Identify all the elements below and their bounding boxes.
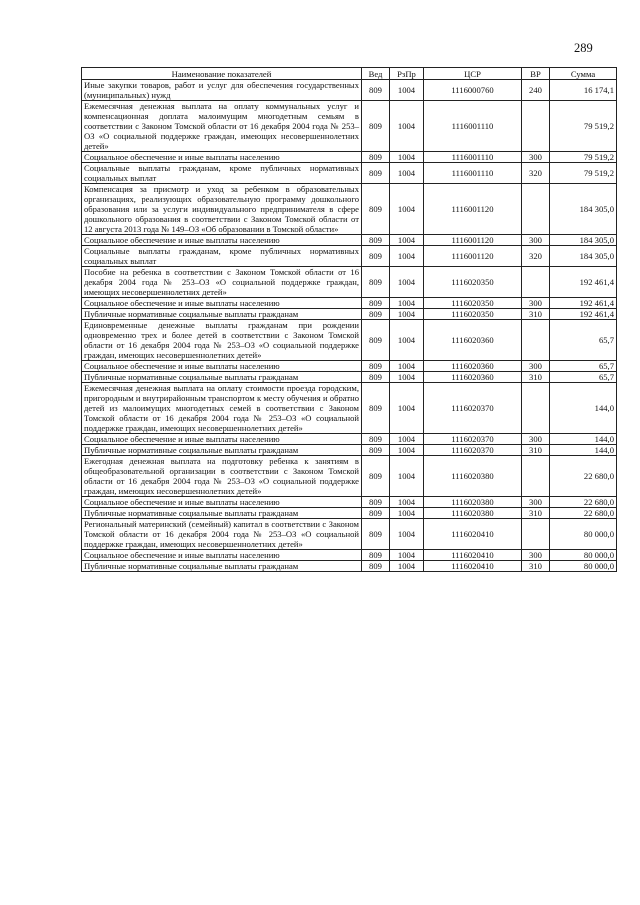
table-row xyxy=(82,372,617,383)
cell-name: Публичные нормативные социальные выплаты гражданам xyxy=(82,508,362,519)
cell-rzpr: 1004 xyxy=(390,519,424,550)
page-number: 289 xyxy=(574,41,593,55)
table-row xyxy=(82,508,617,519)
cell-vr xyxy=(522,101,550,152)
cell-rzpr: 1004 xyxy=(390,80,424,101)
table-header-row xyxy=(82,68,617,80)
cell-name: Пособие на ребенка в соответствии с Законом Томской области от 16 декабря 2004 года № 253–ОЗ «О социальной поддержке граждан, имеющих несовершеннолетних детей» xyxy=(82,267,362,298)
table-row xyxy=(82,383,617,434)
table-row xyxy=(82,361,617,372)
table-row xyxy=(82,80,617,101)
cell-rzpr: 1004 xyxy=(390,372,424,383)
cell-sum: 192 461,4 xyxy=(550,267,617,298)
cell-ved: 809 xyxy=(362,298,390,309)
cell-vr xyxy=(522,519,550,550)
cell-vr: 310 xyxy=(522,372,550,383)
table-row xyxy=(82,519,617,550)
cell-csr: 1116020350 xyxy=(424,309,522,320)
cell-ved: 809 xyxy=(362,361,390,372)
cell-name: Единовременные денежные выплаты гражданам при рождении одновременно трех и более детей в соответствии с Законом Томской области от 16 декабря 2004 года № 253–ОЗ «О социальной поддержке граждан, имеющих несовершеннолетних детей» xyxy=(82,320,362,361)
table-row xyxy=(82,298,617,309)
cell-ved: 809 xyxy=(362,508,390,519)
cell-rzpr: 1004 xyxy=(390,445,424,456)
cell-name: Социальное обеспечение и иные выплаты населению xyxy=(82,235,362,246)
table-row xyxy=(82,445,617,456)
cell-csr: 1116020410 xyxy=(424,519,522,550)
cell-name: Социальные выплаты гражданам, кроме публичных нормативных социальных выплат xyxy=(82,246,362,267)
cell-rzpr: 1004 xyxy=(390,508,424,519)
cell-csr: 1116020410 xyxy=(424,561,522,572)
cell-csr: 1116020380 xyxy=(424,497,522,508)
cell-vr: 300 xyxy=(522,361,550,372)
cell-vr: 310 xyxy=(522,508,550,519)
cell-name: Компенсация за присмотр и уход за ребенком в образовательных организациях, реализующих образовательную программу дошкольного образования или за услуги индивидуального предпринимателя в сфере дошкольного образования в соответствии с Законом Томской области от 12 августа 2013 года № 149–ОЗ «Об образовании в Томской области» xyxy=(82,184,362,235)
cell-csr: 1116020360 xyxy=(424,320,522,361)
cell-sum: 79 519,2 xyxy=(550,101,617,152)
table-row xyxy=(82,246,617,267)
cell-vr xyxy=(522,456,550,497)
cell-vr: 240 xyxy=(522,80,550,101)
cell-vr: 320 xyxy=(522,163,550,184)
cell-vr: 310 xyxy=(522,309,550,320)
cell-csr: 1116020380 xyxy=(424,508,522,519)
cell-vr: 300 xyxy=(522,550,550,561)
cell-ved: 809 xyxy=(362,519,390,550)
cell-csr: 1116001110 xyxy=(424,152,522,163)
cell-sum: 22 680,0 xyxy=(550,456,617,497)
cell-csr: 1116020360 xyxy=(424,372,522,383)
cell-name: Публичные нормативные социальные выплаты гражданам xyxy=(82,445,362,456)
cell-name: Ежемесячная денежная выплата на оплату стоимости проезда городским, пригородным и внутрирайонным транспортом к месту обучения и обратно детей из малоимущих многодетных семей в соответствии с Законом Томской области от 16 декабря 2004 года № 253–ОЗ «О социальной поддержке граждан, имеющих несовершеннолетних детей» xyxy=(82,383,362,434)
cell-rzpr: 1004 xyxy=(390,246,424,267)
cell-sum: 80 000,0 xyxy=(550,550,617,561)
cell-rzpr: 1004 xyxy=(390,361,424,372)
cell-vr xyxy=(522,383,550,434)
cell-sum: 192 461,4 xyxy=(550,298,617,309)
cell-csr: 1116020370 xyxy=(424,383,522,434)
cell-rzpr: 1004 xyxy=(390,152,424,163)
table-row xyxy=(82,497,617,508)
cell-ved: 809 xyxy=(362,320,390,361)
cell-name: Ежемесячная денежная выплата на оплату коммунальных услуг и компенсационная доплата малоимущим многодетным семьям в соответствии с Законом Томской области от 16 декабря 2004 года № 253–ОЗ «О социальной поддержке граждан, имеющих несовершеннолетних детей» xyxy=(82,101,362,152)
cell-csr: 1116001110 xyxy=(424,163,522,184)
cell-sum: 144,0 xyxy=(550,434,617,445)
cell-sum: 80 000,0 xyxy=(550,561,617,572)
cell-sum: 144,0 xyxy=(550,383,617,434)
cell-rzpr: 1004 xyxy=(390,235,424,246)
cell-name: Публичные нормативные социальные выплаты гражданам xyxy=(82,561,362,572)
cell-sum: 144,0 xyxy=(550,445,617,456)
table-row xyxy=(82,152,617,163)
cell-vr: 300 xyxy=(522,434,550,445)
cell-name: Ежегодная денежная выплата на подготовку ребенка к занятиям в общеобразовательной организации в соответствии с Законом Томской области от 16 декабря 2004 года № 253–ОЗ «О социальной поддержке граждан, имеющих несовершеннолетних детей» xyxy=(82,456,362,497)
cell-csr: 1116020350 xyxy=(424,298,522,309)
cell-name: Социальное обеспечение и иные выплаты населению xyxy=(82,152,362,163)
cell-rzpr: 1004 xyxy=(390,298,424,309)
table-row xyxy=(82,434,617,445)
cell-csr: 1116020350 xyxy=(424,267,522,298)
cell-vr: 300 xyxy=(522,152,550,163)
cell-name: Социальное обеспечение и иные выплаты населению xyxy=(82,550,362,561)
cell-sum: 79 519,2 xyxy=(550,163,617,184)
cell-vr: 300 xyxy=(522,298,550,309)
cell-ved: 809 xyxy=(362,372,390,383)
cell-name: Публичные нормативные социальные выплаты гражданам xyxy=(82,372,362,383)
cell-name: Социальное обеспечение и иные выплаты населению xyxy=(82,361,362,372)
cell-sum: 65,7 xyxy=(550,320,617,361)
table-row xyxy=(82,320,617,361)
cell-vr: 300 xyxy=(522,235,550,246)
cell-name: Региональный материнский (семейный) капитал в соответствии с Законом Томской области от 16 декабря 2004 года № 253–ОЗ «О социальной поддержке граждан, имеющих несовершеннолетних детей» xyxy=(82,519,362,550)
cell-csr: 1116020380 xyxy=(424,456,522,497)
cell-sum: 80 000,0 xyxy=(550,519,617,550)
cell-ved: 809 xyxy=(362,267,390,298)
cell-name: Иные закупки товаров, работ и услуг для обеспечения государственных (муниципальных) нужд xyxy=(82,80,362,101)
cell-sum: 22 680,0 xyxy=(550,497,617,508)
header-rzpr: РзПр xyxy=(390,68,424,80)
cell-sum: 79 519,2 xyxy=(550,152,617,163)
cell-csr: 1116020410 xyxy=(424,550,522,561)
cell-rzpr: 1004 xyxy=(390,561,424,572)
cell-ved: 809 xyxy=(362,561,390,572)
cell-ved: 809 xyxy=(362,445,390,456)
table-row xyxy=(82,101,617,152)
cell-name: Социальное обеспечение и иные выплаты населению xyxy=(82,434,362,445)
cell-name: Социальное обеспечение и иные выплаты населению xyxy=(82,298,362,309)
cell-ved: 809 xyxy=(362,163,390,184)
cell-ved: 809 xyxy=(362,550,390,561)
cell-vr: 300 xyxy=(522,497,550,508)
cell-ved: 809 xyxy=(362,456,390,497)
cell-ved: 809 xyxy=(362,80,390,101)
cell-csr: 1116001120 xyxy=(424,246,522,267)
cell-vr: 310 xyxy=(522,561,550,572)
cell-ved: 809 xyxy=(362,497,390,508)
cell-ved: 809 xyxy=(362,101,390,152)
cell-sum: 184 305,0 xyxy=(550,246,617,267)
cell-rzpr: 1004 xyxy=(390,320,424,361)
cell-csr: 1116001120 xyxy=(424,235,522,246)
cell-ved: 809 xyxy=(362,152,390,163)
cell-vr: 310 xyxy=(522,445,550,456)
header-csr: ЦСР xyxy=(424,68,522,80)
cell-rzpr: 1004 xyxy=(390,383,424,434)
cell-csr: 1116020370 xyxy=(424,434,522,445)
cell-ved: 809 xyxy=(362,434,390,445)
budget-table xyxy=(81,67,617,572)
table-body xyxy=(82,80,617,572)
cell-ved: 809 xyxy=(362,235,390,246)
cell-rzpr: 1004 xyxy=(390,309,424,320)
cell-sum: 16 174,1 xyxy=(550,80,617,101)
cell-rzpr: 1004 xyxy=(390,434,424,445)
table-row xyxy=(82,309,617,320)
cell-name: Социальные выплаты гражданам, кроме публичных нормативных социальных выплат xyxy=(82,163,362,184)
header-name: Наименование показателей xyxy=(82,68,362,80)
cell-vr xyxy=(522,320,550,361)
cell-csr: 1116020370 xyxy=(424,445,522,456)
cell-sum: 192 461,4 xyxy=(550,309,617,320)
cell-sum: 184 305,0 xyxy=(550,184,617,235)
cell-sum: 65,7 xyxy=(550,361,617,372)
cell-ved: 809 xyxy=(362,309,390,320)
cell-rzpr: 1004 xyxy=(390,184,424,235)
cell-ved: 809 xyxy=(362,383,390,434)
cell-sum: 184 305,0 xyxy=(550,235,617,246)
table-row xyxy=(82,163,617,184)
cell-vr xyxy=(522,184,550,235)
cell-csr: 1116001120 xyxy=(424,184,522,235)
cell-name: Публичные нормативные социальные выплаты гражданам xyxy=(82,309,362,320)
cell-rzpr: 1004 xyxy=(390,456,424,497)
cell-rzpr: 1004 xyxy=(390,101,424,152)
table-row xyxy=(82,550,617,561)
cell-name: Социальное обеспечение и иные выплаты населению xyxy=(82,497,362,508)
cell-ved: 809 xyxy=(362,246,390,267)
cell-csr: 1116000760 xyxy=(424,80,522,101)
table-row xyxy=(82,561,617,572)
cell-rzpr: 1004 xyxy=(390,267,424,298)
header-sum: Сумма xyxy=(550,68,617,80)
cell-rzpr: 1004 xyxy=(390,163,424,184)
cell-sum: 22 680,0 xyxy=(550,508,617,519)
table-row xyxy=(82,235,617,246)
cell-rzpr: 1004 xyxy=(390,550,424,561)
cell-vr: 320 xyxy=(522,246,550,267)
table-row xyxy=(82,267,617,298)
cell-rzpr: 1004 xyxy=(390,497,424,508)
header-ved: Вед xyxy=(362,68,390,80)
table-row xyxy=(82,456,617,497)
cell-csr: 1116020360 xyxy=(424,361,522,372)
header-vr: ВР xyxy=(522,68,550,80)
cell-csr: 1116001110 xyxy=(424,101,522,152)
cell-ved: 809 xyxy=(362,184,390,235)
cell-vr xyxy=(522,267,550,298)
cell-sum: 65,7 xyxy=(550,372,617,383)
table-row xyxy=(82,184,617,235)
